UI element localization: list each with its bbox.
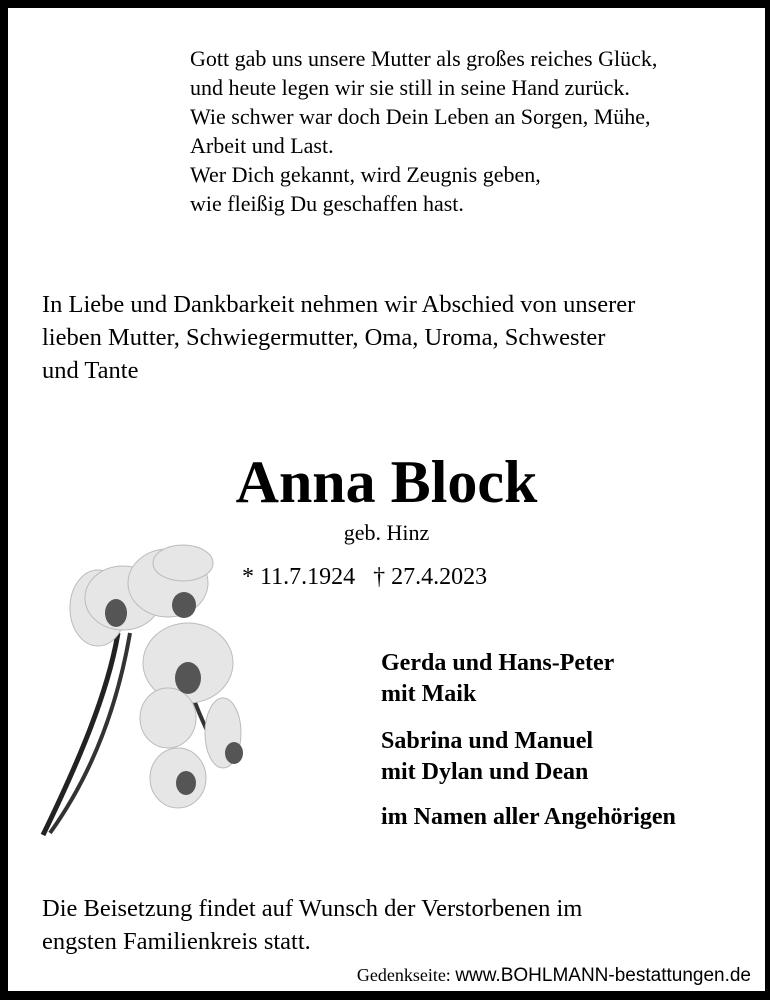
orchid-image bbox=[38, 543, 253, 838]
poem bbox=[190, 44, 657, 218]
birth-date: * 11.7.1924 bbox=[242, 564, 356, 590]
poem-line: wie fleißig Du geschaffen hast. bbox=[190, 191, 464, 216]
family-line: Gerda und Hans-Peter bbox=[381, 650, 615, 676]
memorial-website-link[interactable]: www.BOHLMANN-bestattungen.de bbox=[455, 965, 751, 986]
dates bbox=[242, 564, 487, 591]
intro-text bbox=[42, 288, 635, 387]
deceased-name bbox=[8, 448, 765, 517]
family-line: mit Maik bbox=[381, 681, 477, 707]
closing-line: engsten Familienkreis statt. bbox=[42, 928, 311, 955]
family-group-2 bbox=[381, 726, 593, 788]
poem-line: Gott gab uns unsere Mutter als großes reiches Glück, bbox=[190, 46, 658, 71]
family-group-3 bbox=[381, 802, 676, 833]
poem-line: Wie schwer war doch Dein Leben an Sorgen, Mühe, bbox=[190, 104, 651, 129]
poem-line: Wer Dich gekannt, wird Zeugnis geben, bbox=[190, 162, 541, 187]
death-date: † 27.4.2023 bbox=[373, 564, 488, 590]
intro-line: In Liebe und Dankbarkeit nehmen wir Abschied von unserer bbox=[42, 291, 636, 318]
family-line: im Namen aller Angehörigen bbox=[381, 804, 676, 830]
intro-line: und Tante bbox=[42, 357, 139, 384]
obituary-notice bbox=[8, 8, 765, 991]
family-line: Sabrina und Manuel bbox=[381, 728, 594, 754]
closing-text bbox=[42, 892, 582, 958]
deceased-name-text: Anna Block bbox=[235, 449, 538, 515]
closing-line: Die Beisetzung findet auf Wunsch der Verstorbenen im bbox=[42, 895, 583, 922]
intro-line: lieben Mutter, Schwiegermutter, Oma, Uroma, Schwester bbox=[42, 324, 606, 351]
footer-label: Gedenkseite: bbox=[356, 965, 451, 985]
poem-line: und heute legen wir sie still in seine Hand zurück. bbox=[190, 75, 630, 100]
birth-name: geb. Hinz bbox=[343, 520, 430, 545]
family-group-1 bbox=[381, 648, 614, 710]
poem-line: Arbeit und Last. bbox=[190, 133, 334, 158]
footer bbox=[357, 965, 751, 987]
family-line: mit Dylan und Dean bbox=[381, 759, 589, 785]
